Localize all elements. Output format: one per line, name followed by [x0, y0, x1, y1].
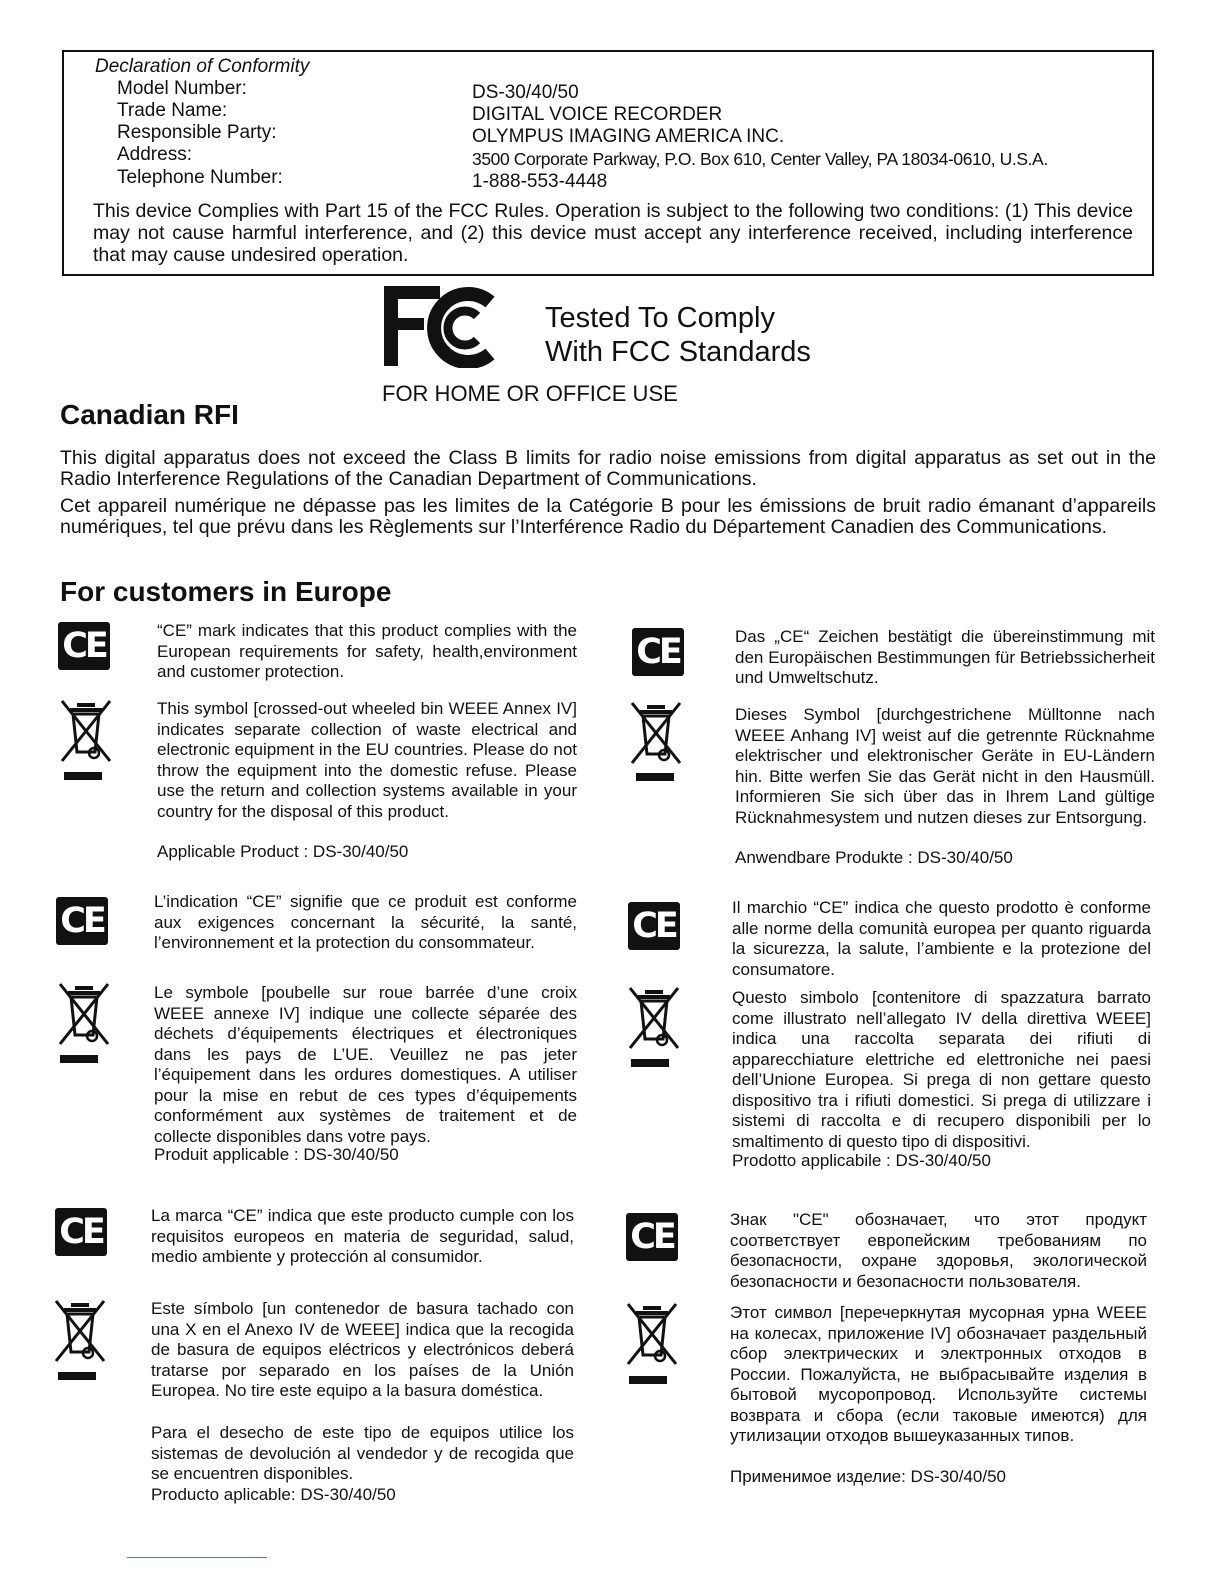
responsible-party-label: Responsible Party:	[117, 122, 277, 143]
canadian-rfi-heading: Canadian RFI	[60, 399, 239, 430]
weee-bar-icon	[629, 1376, 667, 1384]
trade-name-value: DIGITAL VOICE RECORDER	[472, 104, 723, 125]
english-weee-text: This symbol [crossed-out wheeled bin WEEE Annex IV] indicates separate collection of waste electrical and electronic equipment in the EU countries. Please do not throw the equipment into the domestic refuse. Please use the return and collection systems available in your country for the disposal of this product.	[157, 699, 577, 821]
model-number-value: DS-30/40/50	[472, 82, 579, 103]
ce-mark-icon: CE	[628, 902, 680, 950]
trade-name-label: Trade Name:	[117, 100, 228, 121]
french-ce-text: L’indication “CE” signifie que ce produit est conforme aux exigences concernant la sécurité, la santé, l’environnement et la protection du consommateur.	[154, 892, 577, 952]
weee-bin-icon	[628, 699, 684, 769]
italian-weee-text: Questo simbolo [contenitore di spazzatura barrato come illustrato nell’allegato IV della direttiva WEEE] indica una raccolta separata dei rifiuti di apparecchiature elettriche ed elettroniche nei paesi dell’Unione Europea. Si prega di non gettare questo dispositivo tra i rifiuti domestici. Si prega di utilizzare i sistemi di raccolta e di recupero disponibili per lo smaltimento di questo tipo di dispositivi.	[732, 988, 1151, 1151]
english-applicable-product: Applicable Product : DS-30/40/50	[157, 842, 409, 861]
fcc-tested-line1: Tested To Comply	[545, 302, 775, 334]
canadian-french-text: Cet appareil numérique ne dépasse pas les limites de la Catégorie B pour les émissions de bruit radio émanant d’appareils numériques, tel que prévu dans les Règlements sur l’Interférence Radio du Département Canadien des Communications.	[60, 495, 1156, 538]
address-value: 3500 Corporate Parkway, P.O. Box 610, Center Valley, PA 18034-0610, U.S.A.	[472, 149, 1048, 169]
spanish-applicable-product: Producto aplicable: DS-30/40/50	[151, 1485, 396, 1504]
weee-bar-icon	[58, 1372, 96, 1380]
telephone-value: 1-888-553-4448	[472, 171, 608, 192]
weee-bin-icon	[58, 697, 114, 767]
italian-applicable-product: Prodotto applicabile : DS-30/40/50	[732, 1151, 991, 1170]
spanish-ce-text: La marca “CE” indica que este producto cumple con los requisitos europeos en materia de seguridad, salud, medio ambiente y protección al consumidor.	[151, 1206, 574, 1266]
italian-ce-text: Il marchio “CE” indica che questo prodotto è conforme alle norme della comunità europea per quanto riguarda la sicurezza, la salute, l’ambiente e la protezione del consumatore.	[732, 898, 1151, 979]
russian-weee-text: Этот символ [перечеркнутая мусорная урна WEEE на колесах, приложение IV] обозначает раздельный сбор электрических и электронных отходов в России. Пожалуйста, не выбрасывайте изделия в бытовой мусоропровод. Используйте системы возврата и сбора (если таковые имеются) для утилизации отходов вышеуказанных типов.	[730, 1303, 1147, 1445]
russian-ce-text: Знак "CE" обозначает, что этот продукт соответствует европейским требованиям по безопасности, охране здоровья, экологической безопасности и безопасности пользователя.	[730, 1210, 1147, 1291]
german-weee-text: Dieses Symbol [durchgestrichene Mülltonne nach WEEE Anhang IV] weist auf die getrennte Rücknahme elektrischer und elektronischer Geräte in EU-Ländern hin. Bitte werfen Sie das Gerät nicht in den Hausmüll. Informieren Sie sich über das in Ihrem Land gültige Rücknahmesystem und nutzen dieses zur Entsorgung.	[735, 705, 1155, 827]
weee-bin-icon	[56, 980, 112, 1050]
ce-mark-icon: CE	[55, 1208, 107, 1256]
footer-divider	[127, 1557, 267, 1558]
model-number-label: Model Number:	[117, 78, 247, 99]
ce-mark-icon: CE	[632, 628, 684, 676]
german-ce-text: Das „CE“ Zeichen bestätigt die übereinstimmung mit den Europäischen Bestimmungen für Betriebssicherheit und Umweltschutz.	[735, 627, 1155, 687]
telephone-label: Telephone Number:	[117, 167, 283, 188]
responsible-party-value: OLYMPUS IMAGING AMERICA INC.	[472, 126, 785, 147]
weee-bar-icon	[60, 1055, 98, 1063]
russian-applicable-product: Применимое изделие: DS-30/40/50	[730, 1467, 1007, 1486]
weee-bin-icon	[624, 1300, 680, 1370]
fcc-logo-icon	[382, 284, 500, 368]
spanish-weee-text: Este símbolo [un contenedor de basura tachado con una X en el Anexo IV de WEEE] indica que la recogida de basura de equipos eléctricos y electrónicos deberá tratarse por separado en los países de la Unión Europea. No tire este equipo a la basura doméstica.	[151, 1299, 574, 1400]
weee-bin-icon	[626, 984, 682, 1054]
german-applicable-product: Anwendbare Produkte : DS-30/40/50	[735, 848, 1013, 867]
declaration-title: Declaration of Conformity	[95, 56, 310, 77]
weee-bar-icon	[636, 773, 674, 781]
french-weee-text: Le symbole [poubelle sur roue barrée d’une croix WEEE annexe IV] indique une collecte séparée des déchets d’équipements électriques et électroniques dans les pays de L’UE. Veuillez ne pas jeter l’équipement dans les ordures domestiques. A utiliser pour la mise en rebut de ces types d’équipements conformément aux systèmes de traitement et de collecte disponibles dans votre pays.	[154, 983, 577, 1146]
address-label: Address:	[117, 144, 192, 165]
weee-bar-icon	[631, 1059, 669, 1067]
ce-mark-icon: CE	[56, 897, 108, 945]
ce-mark-icon: CE	[626, 1213, 678, 1261]
ce-mark-icon: CE	[58, 622, 110, 670]
canadian-english-text: This digital apparatus does not exceed the Class B limits for radio noise emissions from digital apparatus as set out in the Radio Interference Regulations of the Canadian Department of Communications.	[60, 447, 1156, 490]
weee-bar-icon	[64, 772, 102, 780]
europe-heading: For customers in Europe	[60, 576, 392, 607]
french-applicable-product: Produit applicable : DS-30/40/50	[154, 1145, 399, 1164]
weee-bin-icon	[52, 1297, 108, 1367]
fcc-usage: FOR HOME OR OFFICE USE	[382, 381, 678, 406]
english-ce-text: “CE” mark indicates that this product complies with the European requirements for safety, health,environment and customer protection.	[157, 621, 577, 681]
fcc-tested-line2: With FCC Standards	[545, 336, 811, 368]
spanish-weee-text-2: Para el desecho de este tipo de equipos utilice los sistemas de devolución al vendedor y de recogida que se encuentren disponibles.	[151, 1423, 574, 1483]
fcc-statement: This device Complies with Part 15 of the FCC Rules. Operation is subject to the following two conditions: (1) This device may not cause harmful interference, and (2) this device must accept any interference received, including interference that may cause undesired operation.	[93, 200, 1133, 266]
